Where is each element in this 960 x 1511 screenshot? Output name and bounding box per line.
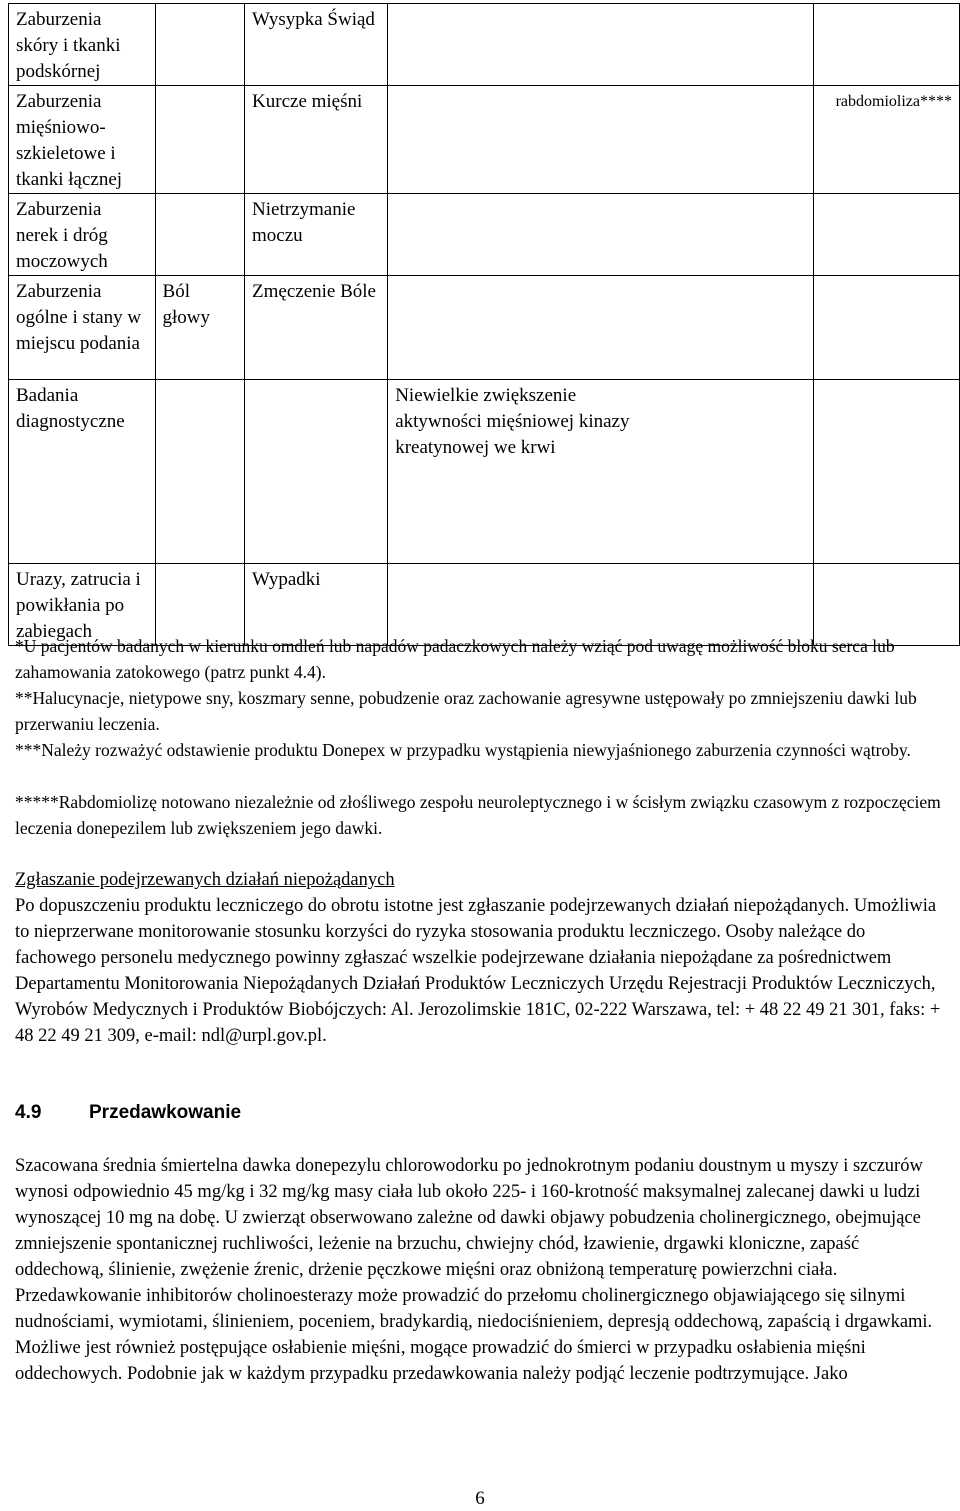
footnote-rhabdomyolysis: *****Rabdomiolizę notowano niezależnie od złośliwego zespołu neuroleptycznego i w ścisłym związku czasowym z rozpoczęciem leczenia donepezilem lub zwiększeniem jego dawki. [15, 792, 941, 838]
table-cell [155, 380, 245, 564]
table-cell-organ-class: Urazy, zatrucia i powikłania po zabiegach [9, 564, 156, 646]
page-number: 6 [475, 1488, 485, 1509]
table-row [9, 194, 960, 276]
table-cell [155, 194, 245, 276]
table-cell [388, 194, 814, 276]
table-cell-organ-class: Badania diagnostyczne [9, 380, 156, 564]
table-cell [155, 86, 245, 194]
table-cell [814, 4, 960, 86]
footnote-syncope: *U pacjentów badanych w kierunku omdleń lub napadów padaczkowych należy wziąć pod uwagę możliwość bloku serca lub zahamowania zatokowego (patrz punkt 4.4). [15, 636, 895, 682]
table-row [9, 276, 960, 380]
table-row [9, 86, 960, 194]
table-cell: Wysypka Świąd [245, 4, 388, 86]
section-heading [15, 1102, 241, 1124]
table-cell: Niewielkie zwiększenie aktywności mięśniowej kinazy kreatynowej we krwi [388, 380, 814, 564]
table-cell-organ-class: Zaburzenia mięśniowo-szkieletowe i tkanki łącznej [9, 86, 156, 194]
footnote-hallucinations: **Halucynacje, nietypowe sny, koszmary senne, pobudzenie oraz zachowanie agresywne ustępowały po zmniejszeniu dawki lub przerwaniu leczenia. [15, 688, 917, 734]
table-cell-organ-class: Zaburzenia ogólne i stany w miejscu podania [9, 276, 156, 380]
table-cell [388, 4, 814, 86]
table-cell: rabdomioliza**** [814, 86, 960, 194]
table-cell [388, 276, 814, 380]
table-cell [814, 380, 960, 564]
adverse-reactions-table [8, 3, 960, 646]
table-cell [814, 276, 960, 380]
table-cell [388, 86, 814, 194]
table-cell-organ-class: Zaburzenia nerek i dróg moczowych [9, 194, 156, 276]
reporting-text: Po dopuszczeniu produktu leczniczego do obrotu istotne jest zgłaszanie podejrzewanych działań niepożądanych. Umożliwia to nieprzerwane monitorowanie stosunku korzyści do ryzyka stosowania produktu leczniczego. Osoby należące do fachowego personelu medycznego powinny zgłaszać wszelkie podejrzewane działania niepożądane za pośrednictwem Departamentu Monitorowania Niepożądanych Działań Produktów Leczniczych Urzędu Rejestracji Produktów Leczniczych, Wyrobów Medycznych i Produktów Biobójczych: Al. Jerozolimskie 181C, 02-222 Warszawa, tel: + 48 22 49 21 301, faks: + 48 22 49 21 309, e-mail: ndl@urpl.gov.pl. [15, 896, 941, 1046]
table-cell: Kurcze mięśni [245, 86, 388, 194]
section-title: Przedawkowanie [89, 1102, 242, 1123]
table-cell [155, 4, 245, 86]
table-cell: Wypadki [245, 564, 388, 646]
table-cell: Ból głowy [155, 276, 245, 380]
table-row [9, 4, 960, 86]
overdose-text: Szacowana średnia śmiertelna dawka donepezylu chlorowodorku po jednokrotnym podaniu doustnym u myszy i szczurów wynosi odpowiednio 45 mg/kg i 32 mg/kg masy ciała lub około 225- i 160-krotność maksymalnej zalecanej dawki u ludzi wynoszącej 10 mg na dobę. U zwierząt obserwowano zależne od dawki objawy pobudzenia cholinergicznego, obejmujące zmniejszenie spontanicznej ruchliwości, leżenie na brzuchu, chwiejny chód, łzawienie, drgawki kloniczne, zapaść oddechową, ślinienie, zwężenie źrenic, drżenie pęczkowe mięśni oraz obniżoną temperaturę powierzchni ciała. Przedawkowanie inhibitorów cholinoesterazy może prowadzić do przełomu cholinergicznego objawiającego się silnymi nudnościami, wymiotami, ślinieniem, poceniem, bradykardią, niedociśnieniem, depresją oddechową, zapaścią i drgawkami. Możliwe jest również postępujące osłabienie mięśni, mogące prowadzić do śmierci w przypadku osłabienia mięśni oddechowych. Podobnie jak w każdym przypadku przedawkowania należy podjąć leczenie podtrzymujące. Jako [15, 1156, 933, 1384]
table-row [9, 380, 960, 564]
table-cell: Zmęczenie Bóle [245, 276, 388, 380]
table-cell: Nietrzymanie moczu [245, 194, 388, 276]
table-cell [814, 194, 960, 276]
section-number: 4.9 [15, 1102, 42, 1123]
table-cell-organ-class: Zaburzenia skóry i tkanki podskórnej [9, 4, 156, 86]
table-cell [245, 380, 388, 564]
reporting-heading: Zgłaszanie podejrzewanych działań niepożądanych [15, 870, 395, 890]
footnote-liver: ***Należy rozważyć odstawienie produktu Donepex w przypadku wystąpienia niewyjaśnionego zaburzenia czynności wątroby. [15, 740, 911, 760]
